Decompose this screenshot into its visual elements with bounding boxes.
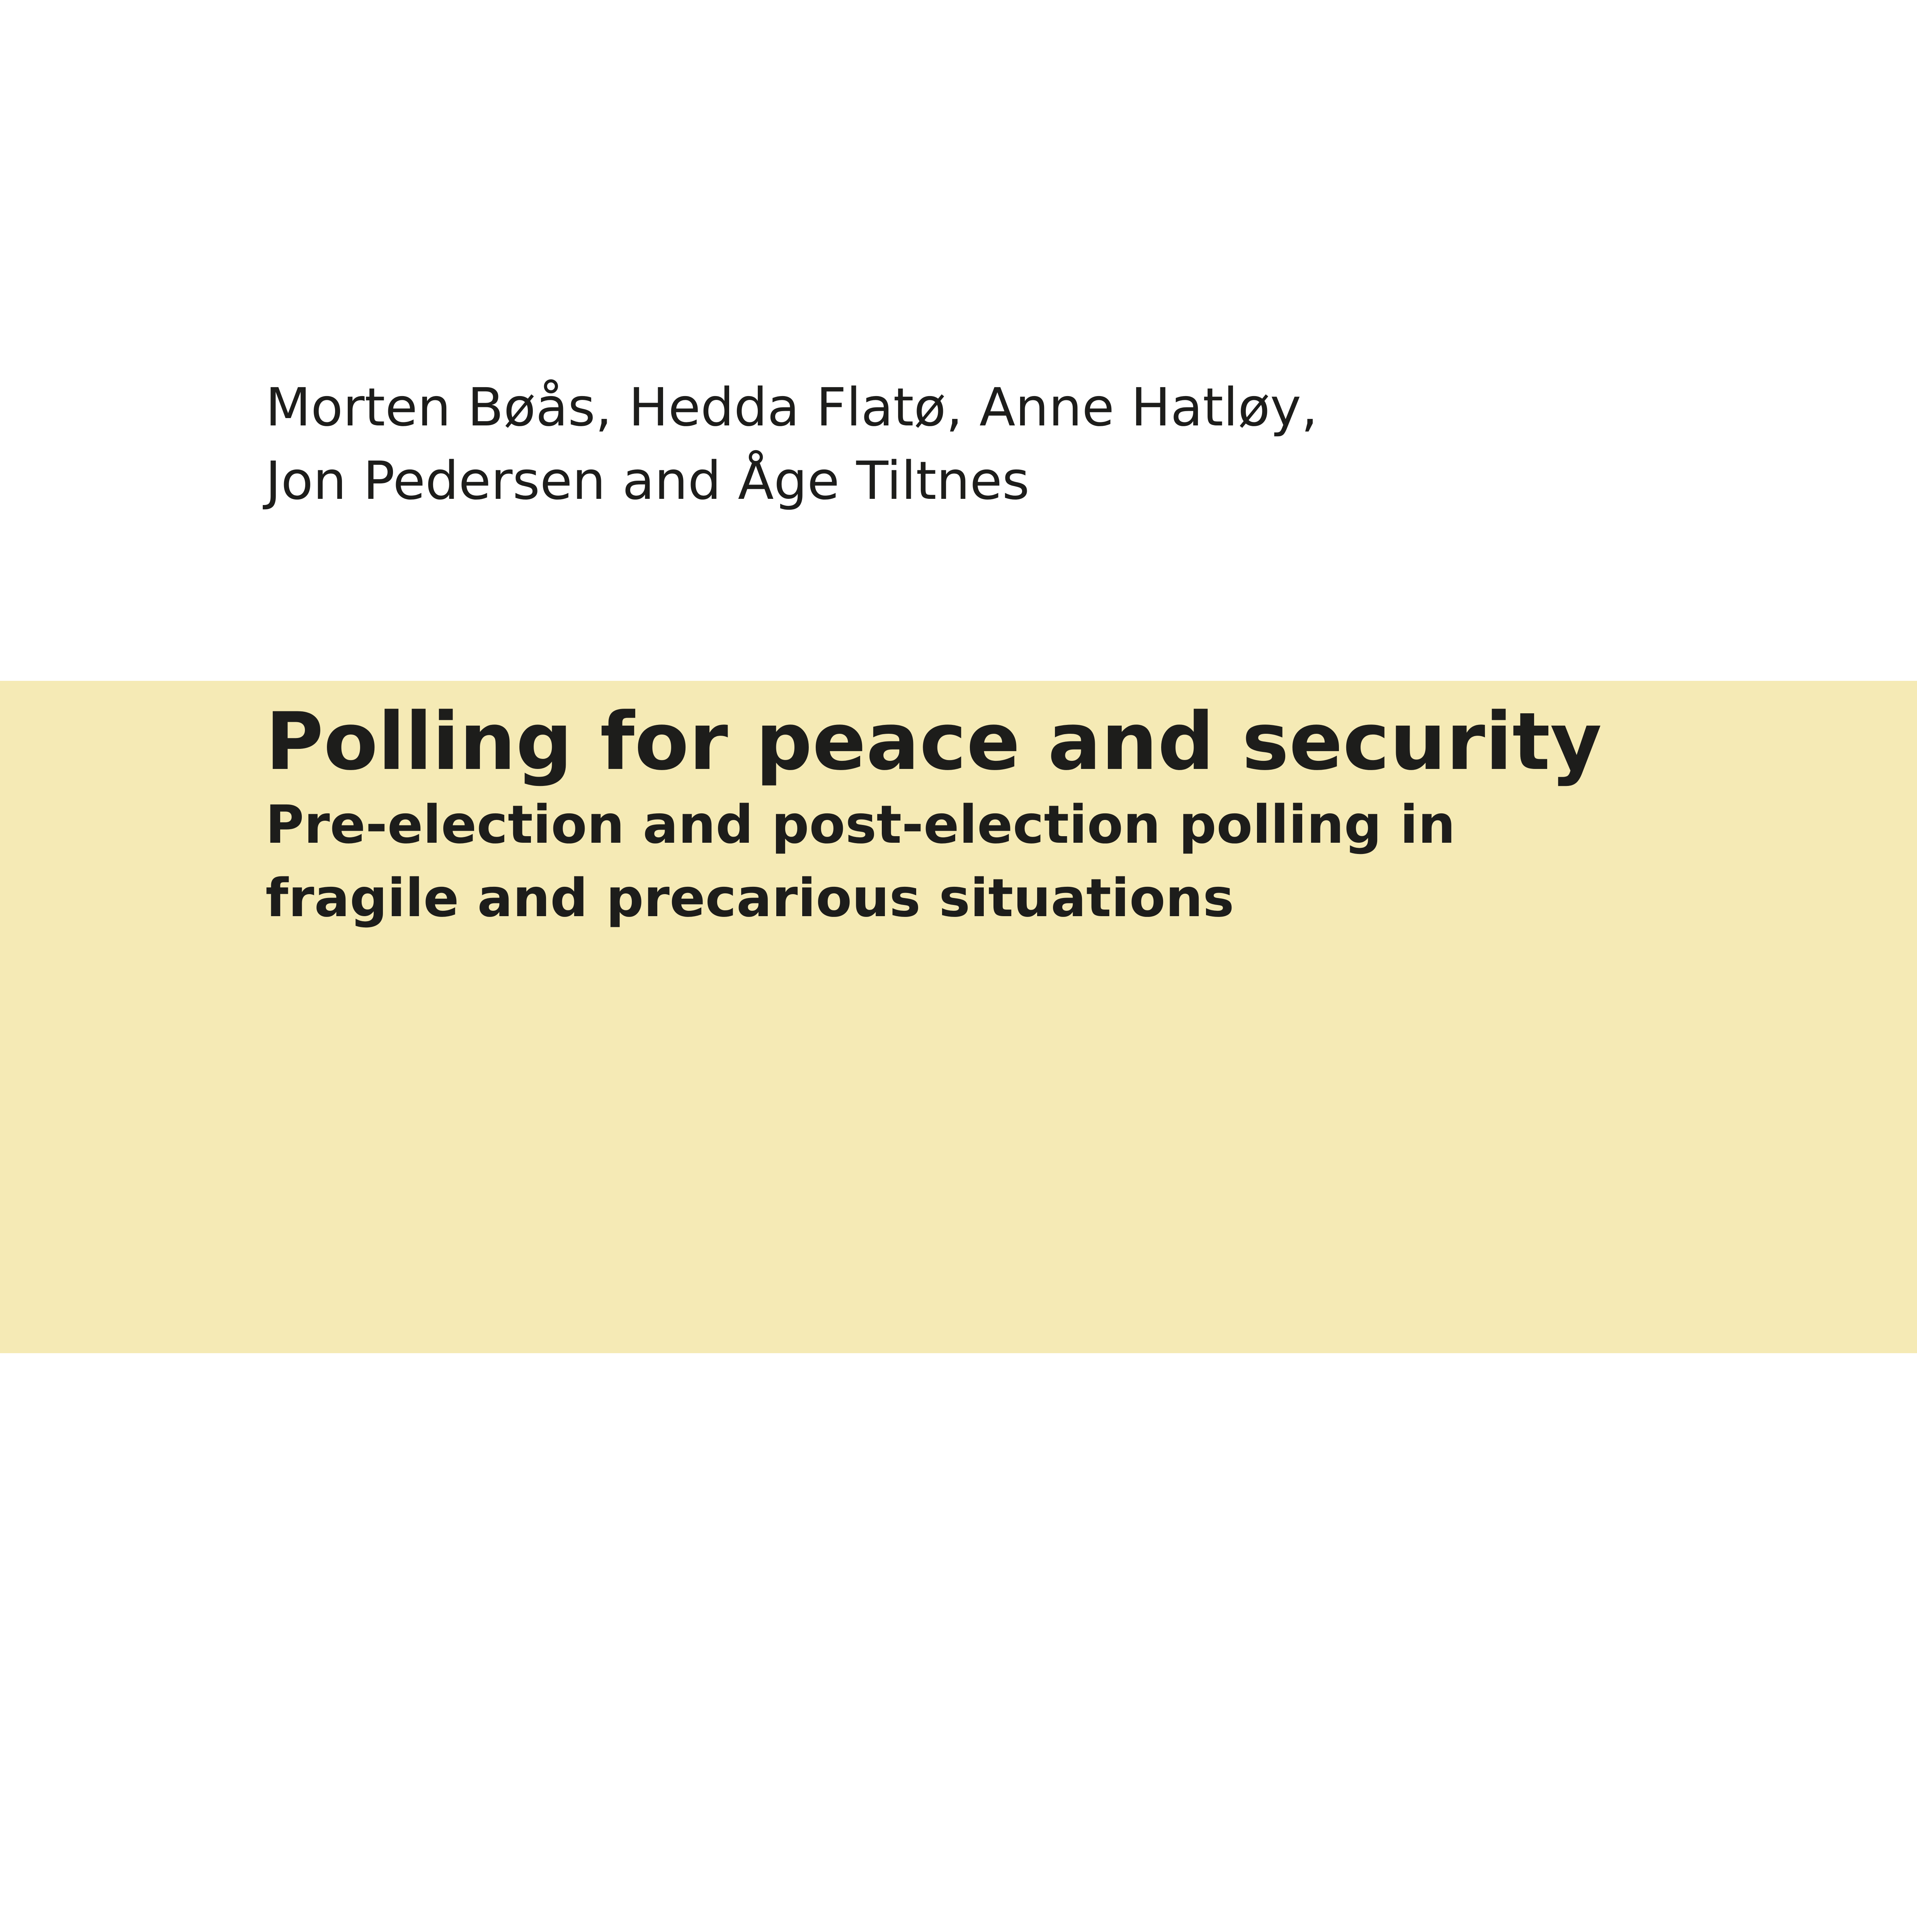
subtitle-line-1: Pre-election and post-election polling in bbox=[265, 794, 1456, 855]
subtitle-line-2: fragile and precarious situations bbox=[265, 868, 1234, 929]
report-title: Polling for peace and security bbox=[265, 696, 1602, 788]
report-subtitle bbox=[265, 788, 1734, 935]
author-line-2: Jon Pedersen and Åge Tiltnes bbox=[265, 451, 1030, 512]
author-line-1: Morten Bøås, Hedda Flatø, Anne Hatløy, bbox=[265, 377, 1318, 438]
author-list bbox=[265, 371, 1734, 518]
